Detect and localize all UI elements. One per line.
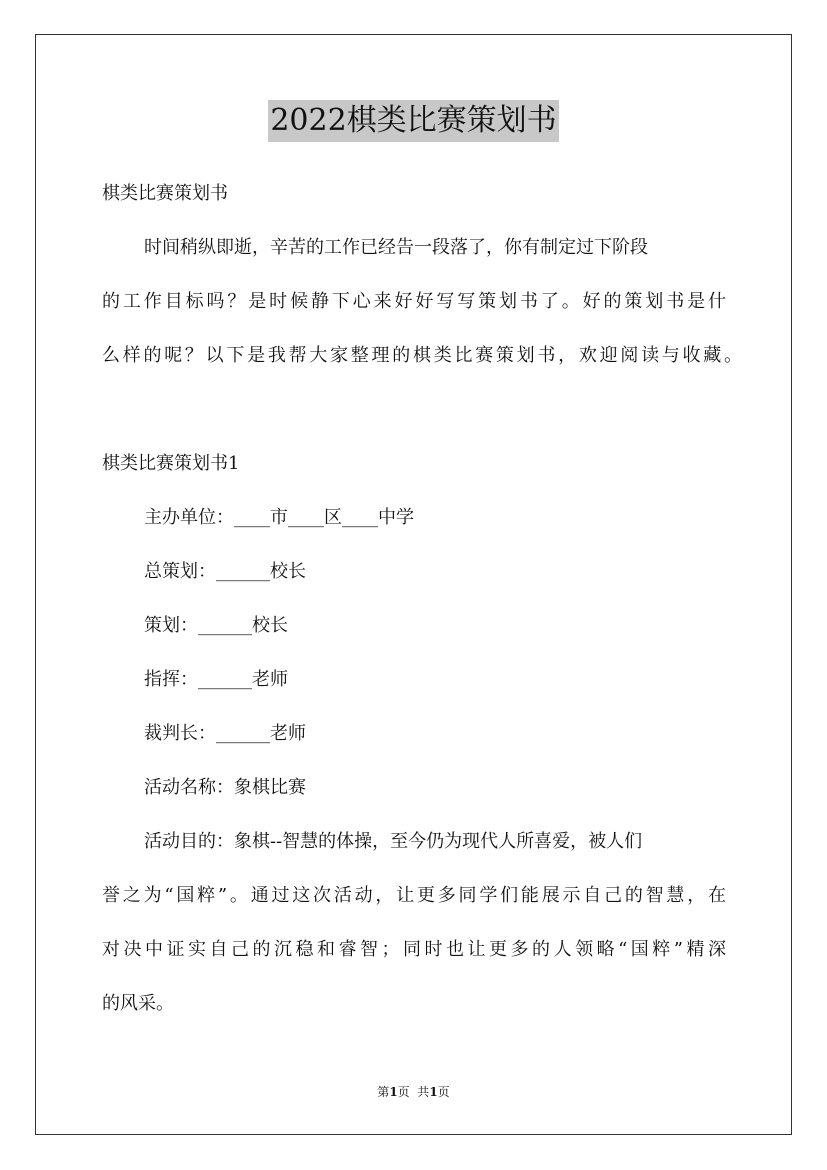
footer-total-pages: 1 [429, 1085, 438, 1099]
section-heading: 棋类比赛策划书1 [102, 453, 240, 474]
intro-line-1: 时间稍纵即逝，辛苦的工作已经告一段落了，你有制定过下阶段 [144, 237, 648, 258]
footer-current-page: 1 [389, 1085, 398, 1099]
purpose-line-4: 的风采。 [102, 993, 174, 1014]
document-subtitle: 棋类比赛策划书 [102, 183, 228, 204]
field-activity-name: 活动名称：象棋比赛 [144, 777, 306, 798]
field-planner: 策划：______校长 [144, 615, 288, 636]
field-director: 指挥：______老师 [144, 669, 288, 690]
document-title: 2022棋类比赛策划书 [268, 100, 558, 142]
intro-line-2: 的工作目标吗？是时候静下心来好好写写策划书了。好的策划书是什 [102, 291, 726, 312]
purpose-line-1: 活动目的：象棋--智慧的体操，至今仍为现代人所喜爱，被人们 [144, 831, 643, 852]
field-organizer: 主办单位：____市____区____中学 [144, 507, 414, 528]
purpose-line-3: 对决中证实自己的沉稳和睿智；同时也让更多的人领略“国粹”精深 [102, 939, 726, 960]
footer-prefix: 第 [377, 1085, 390, 1099]
footer-mid: 页 共 [397, 1085, 430, 1099]
field-chief-planner: 总策划：______校长 [144, 561, 306, 582]
footer-suffix: 页 [437, 1085, 450, 1099]
page-footer [0, 1083, 827, 1100]
purpose-line-2: 誉之为“国粹”。通过这次活动，让更多同学们能展示自己的智慧，在 [102, 885, 726, 906]
intro-line-3: 么样的呢？以下是我帮大家整理的棋类比赛策划书，欢迎阅读与收藏。 [102, 345, 742, 366]
title-container [0, 100, 827, 142]
field-chief-referee: 裁判长：______老师 [144, 723, 306, 744]
